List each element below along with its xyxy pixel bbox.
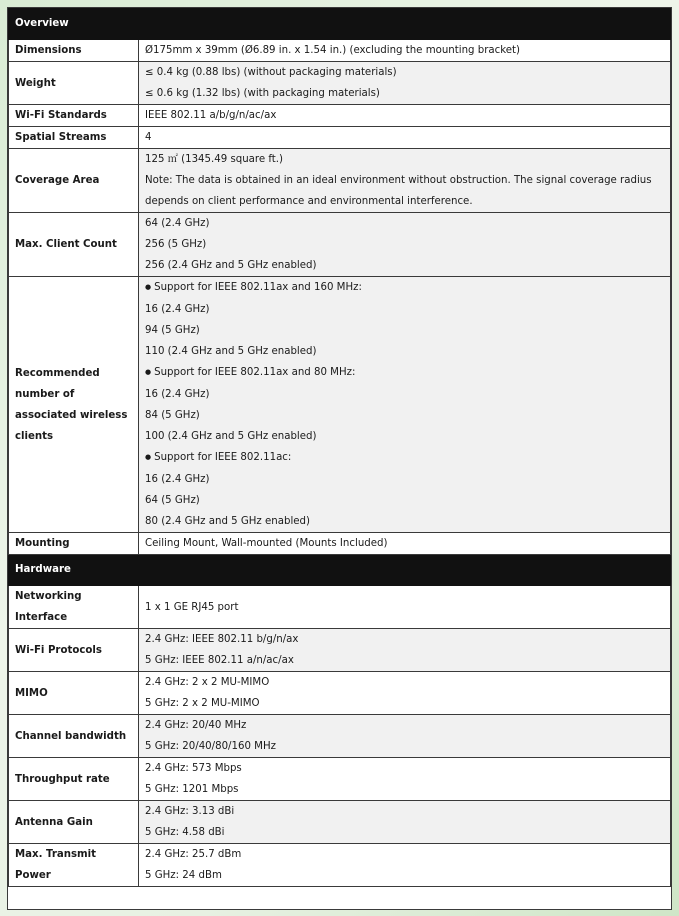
- row-throughput-rate: [9, 758, 671, 801]
- row-label: Recommended number of associated wireless clients: [9, 277, 139, 533]
- row-label: Coverage Area: [9, 149, 139, 213]
- row-value: [139, 533, 671, 555]
- row-value: [139, 277, 671, 533]
- value-line: 256 (5 GHz): [145, 239, 207, 250]
- row-value: [139, 844, 671, 887]
- row-value: [139, 213, 671, 277]
- value-line: Note: The data is obtained in an ideal environment without obstruction. The signal coverage radius depends on client performance and environmental interference.: [145, 175, 652, 207]
- value-line: ● Support for IEEE 802.11ax and 80 MHz:: [145, 362, 664, 384]
- row-value: [139, 629, 671, 672]
- value-line: 2.4 GHz: 3.13 dBi: [145, 806, 235, 817]
- row-mimo: [9, 672, 671, 715]
- spec-sheet: [7, 7, 672, 910]
- row-max-client-count: [9, 213, 671, 277]
- value-line: 84 (5 GHz): [145, 410, 200, 421]
- row-value: [139, 62, 671, 105]
- section-title: Overview: [9, 9, 671, 40]
- row-label: Weight: [9, 62, 139, 105]
- row-value: [139, 105, 671, 127]
- row-value: [139, 801, 671, 844]
- value-line: Ø175mm x 39mm (Ø6.89 in. x 1.54 in.) (excluding the mounting bracket): [145, 45, 521, 56]
- value-line: 1 x 1 GE RJ45 port: [145, 601, 239, 613]
- value-line: 16 (2.4 GHz): [145, 389, 210, 400]
- row-value: [139, 149, 671, 213]
- value-line: 100 (2.4 GHz and 5 GHz enabled): [145, 431, 317, 442]
- row-recommended-clients: [9, 277, 671, 533]
- value-line: Ceiling Mount, Wall-mounted (Mounts Included): [145, 538, 388, 549]
- row-weight: [9, 62, 671, 105]
- row-wifi-protocols: [9, 629, 671, 672]
- value-line: 80 (2.4 GHz and 5 GHz enabled): [145, 516, 310, 527]
- value-line: 5 GHz: 4.58 dBi: [145, 827, 225, 838]
- value-line: ● Support for IEEE 802.11ax and 160 MHz:: [145, 277, 664, 299]
- value-line: ≤ 0.6 kg (1.32 lbs) (with packaging materials): [145, 88, 380, 99]
- row-label: Spatial Streams: [9, 127, 139, 149]
- value-line: 256 (2.4 GHz and 5 GHz enabled): [145, 260, 317, 271]
- row-max-transmit-power: [9, 844, 671, 887]
- value-line: 5 GHz: 20/40/80/160 MHz: [145, 741, 276, 752]
- row-label: Mounting: [9, 533, 139, 555]
- row-wifi-standards: [9, 105, 671, 127]
- section-title: Hardware: [9, 555, 671, 586]
- row-value: [139, 715, 671, 758]
- value-line: 4: [145, 132, 152, 143]
- value-line: 94 (5 GHz): [145, 325, 200, 336]
- row-networking-interface: [9, 586, 671, 629]
- row-label: Antenna Gain: [9, 801, 139, 844]
- section-overview: [9, 9, 671, 40]
- row-label: Networking Interface: [9, 586, 139, 629]
- row-dimensions: [9, 40, 671, 62]
- value-line: 2.4 GHz: 20/40 MHz: [145, 720, 247, 731]
- row-label: Wi-Fi Protocols: [9, 629, 139, 672]
- row-value: [139, 586, 671, 629]
- row-antenna-gain: [9, 801, 671, 844]
- row-label: Channel bandwidth: [9, 715, 139, 758]
- value-line: 64 (2.4 GHz): [145, 218, 210, 229]
- value-line: 2.4 GHz: 573 Mbps: [145, 763, 242, 774]
- section-hardware: [9, 555, 671, 586]
- row-label: Wi-Fi Standards: [9, 105, 139, 127]
- row-label: Dimensions: [9, 40, 139, 62]
- row-value: [139, 758, 671, 801]
- value-line: 16 (2.4 GHz): [145, 474, 210, 485]
- value-line: 16 (2.4 GHz): [145, 304, 210, 315]
- value-line: 2.4 GHz: 25.7 dBm: [145, 849, 242, 860]
- value-line: 5 GHz: 2 x 2 MU-MIMO: [145, 698, 260, 709]
- value-line: 110 (2.4 GHz and 5 GHz enabled): [145, 346, 317, 357]
- row-coverage-area: [9, 149, 671, 213]
- spec-table: [8, 8, 671, 887]
- row-mounting: [9, 533, 671, 555]
- value-line: 125 ㎡ (1345.49 square ft.): [145, 154, 284, 165]
- row-channel-bandwidth: [9, 715, 671, 758]
- value-line: 64 (5 GHz): [145, 495, 200, 506]
- row-label: Throughput rate: [9, 758, 139, 801]
- value-line: IEEE 802.11 a/b/g/n/ac/ax: [145, 110, 277, 121]
- row-value: [139, 40, 671, 62]
- row-value: [139, 672, 671, 715]
- row-value: [139, 127, 671, 149]
- value-line: 2.4 GHz: IEEE 802.11 b/g/n/ax: [145, 634, 299, 645]
- value-line: 5 GHz: 1201 Mbps: [145, 784, 239, 795]
- row-label: MIMO: [9, 672, 139, 715]
- value-line: ≤ 0.4 kg (0.88 lbs) (without packaging materials): [145, 67, 397, 78]
- value-line: ● Support for IEEE 802.11ac:: [145, 447, 664, 469]
- value-line: 5 GHz: IEEE 802.11 a/n/ac/ax: [145, 655, 294, 666]
- row-label: Max. Transmit Power: [9, 844, 139, 887]
- value-line: 5 GHz: 24 dBm: [145, 870, 222, 881]
- row-spatial-streams: [9, 127, 671, 149]
- row-label: Max. Client Count: [9, 213, 139, 277]
- value-line: 2.4 GHz: 2 x 2 MU-MIMO: [145, 677, 270, 688]
